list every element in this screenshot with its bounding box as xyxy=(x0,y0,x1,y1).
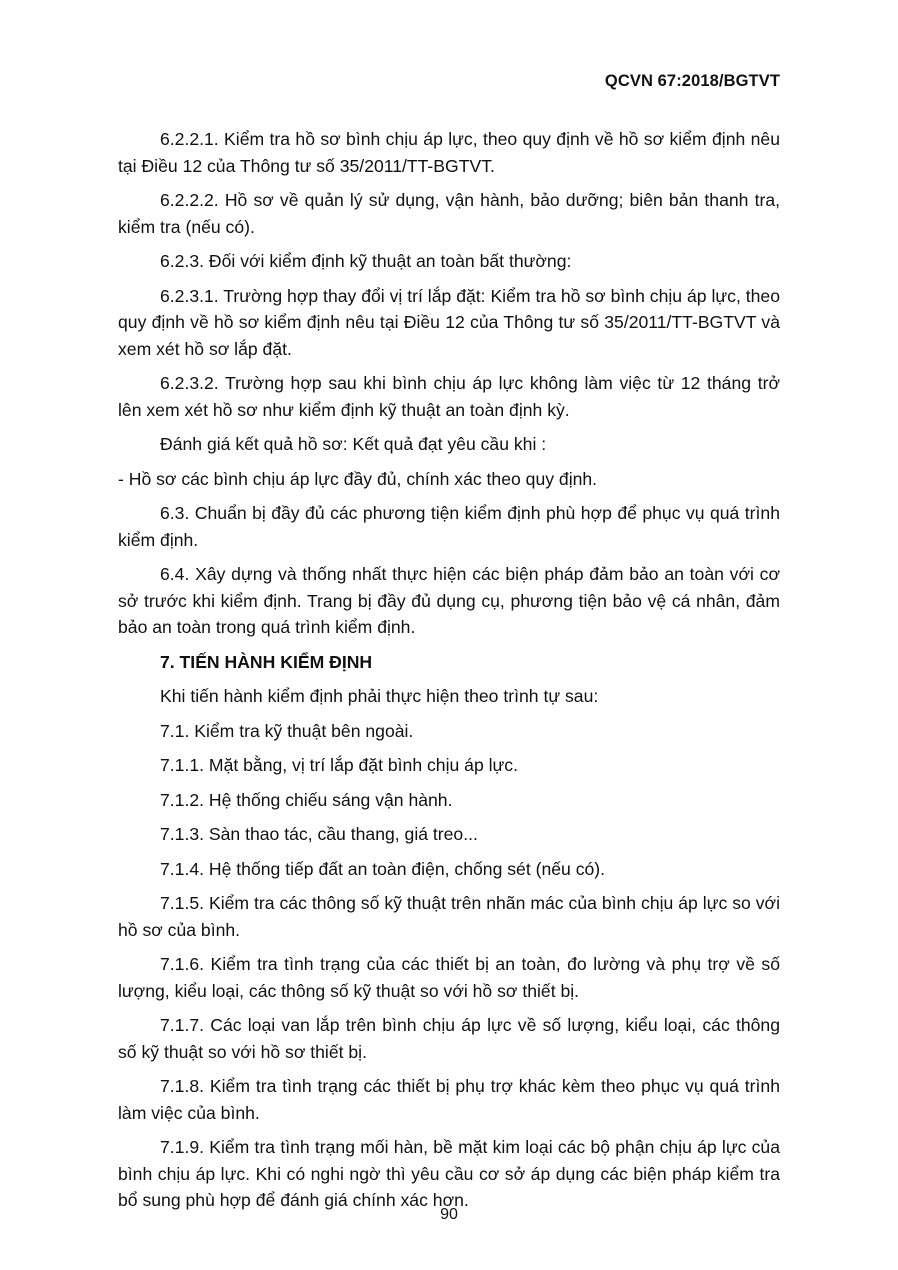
paragraph-7-1-8: 7.1.8. Kiểm tra tình trạng các thiết bị phụ trợ khác kèm theo phục vụ quá trình làm việc của bình. xyxy=(118,1076,780,1123)
paragraph-7-1-5: 7.1.5. Kiểm tra các thông số kỹ thuật trên nhãn mác của bình chịu áp lực so với hồ sơ của bình. xyxy=(118,893,780,940)
paragraph-6-2-2-2: 6.2.2.2. Hồ sơ về quản lý sử dụng, vận hành, bảo dưỡng; biên bản thanh tra, kiểm tra (nếu có). xyxy=(118,190,780,237)
paragraph-6-3: 6.3. Chuẩn bị đầy đủ các phương tiện kiểm định phù hợp để phục vụ quá trình kiểm định. xyxy=(118,503,780,550)
paragraph-7-1-9: 7.1.9. Kiểm tra tình trạng mối hàn, bề mặt kim loại các bộ phận chịu áp lực của bình chịu áp lực. Khi có nghi ngờ thì yêu cầu cơ sở áp dụng các biện pháp kiểm tra bổ sung phù hợp để đánh giá chính xác hơn. xyxy=(118,1137,780,1210)
paragraph-6-2-3: 6.2.3. Đối với kiểm định kỹ thuật an toàn bất thường: xyxy=(160,251,572,271)
document-code-header: QCVN 67:2018/BGTVT xyxy=(604,72,780,90)
paragraph-6-2-3-1: 6.2.3.1. Trường hợp thay đổi vị trí lắp đặt: Kiểm tra hồ sơ bình chịu áp lực, theo quy định về hồ sơ kiểm định nêu tại Điều 12 của Thông tư số 35/2011/TT-BGTVT và xem xét hồ sơ lắp đặt. xyxy=(118,285,780,359)
page-number: 90 xyxy=(440,1206,458,1223)
paragraph-7-1-7: 7.1.7. Các loại van lắp trên bình chịu áp lực về số lượng, kiểu loại, các thông số kỹ thuật so với hồ sơ thiết bị. xyxy=(118,1015,780,1062)
document-body xyxy=(118,126,780,1222)
paragraph-6-4: 6.4. Xây dựng và thống nhất thực hiện các biện pháp đảm bảo an toàn với cơ sở trước khi kiểm định. Trang bị đầy đủ dụng cụ, phương tiện bảo vệ cá nhân, đảm bảo an toàn trong quá trình kiểm định. xyxy=(118,564,780,637)
paragraph-7-1: 7.1. Kiểm tra kỹ thuật bên ngoài. xyxy=(160,720,414,741)
paragraph-7-1-4: 7.1.4. Hệ thống tiếp đất an toàn điện, chống sét (nếu có). xyxy=(160,858,606,879)
section-heading-7: 7. TIẾN HÀNH KIỂM ĐỊNH xyxy=(160,651,373,672)
paragraph-7-1-1: 7.1.1. Mặt bằng, vị trí lắp đặt bình chịu áp lực. xyxy=(160,755,518,775)
paragraph-7-1-6: 7.1.6. Kiểm tra tình trạng của các thiết bị an toàn, đo lường và phụ trợ về số lượng, kiểu loại, các thông số kỹ thuật so với hồ sơ thiết bị. xyxy=(118,954,780,1001)
paragraph-6-2-2-1: 6.2.2.1. Kiểm tra hồ sơ bình chịu áp lực, theo quy định về hồ sơ kiểm định nêu tại Điều 12 của Thông tư số 35/2011/TT-BGTVT. xyxy=(118,129,780,176)
paragraph-evaluation: Đánh giá kết quả hồ sơ: Kết quả đạt yêu cầu khi : xyxy=(160,434,547,454)
paragraph-6-2-3-2: 6.2.3.2. Trường hợp sau khi bình chịu áp lực không làm việc từ 12 tháng trở lên xem xét hồ sơ như kiểm định kỹ thuật an toàn định kỳ. xyxy=(118,373,780,420)
paragraph-7-1-3: 7.1.3. Sàn thao tác, cầu thang, giá treo... xyxy=(160,824,478,844)
paragraph-procedure-intro: Khi tiến hành kiểm định phải thực hiện theo trình tự sau: xyxy=(160,686,599,706)
bullet-records-complete: - Hồ sơ các bình chịu áp lực đầy đủ, chính xác theo quy định. xyxy=(118,468,598,489)
paragraph-7-1-2: 7.1.2. Hệ thống chiếu sáng vận hành. xyxy=(160,789,453,810)
